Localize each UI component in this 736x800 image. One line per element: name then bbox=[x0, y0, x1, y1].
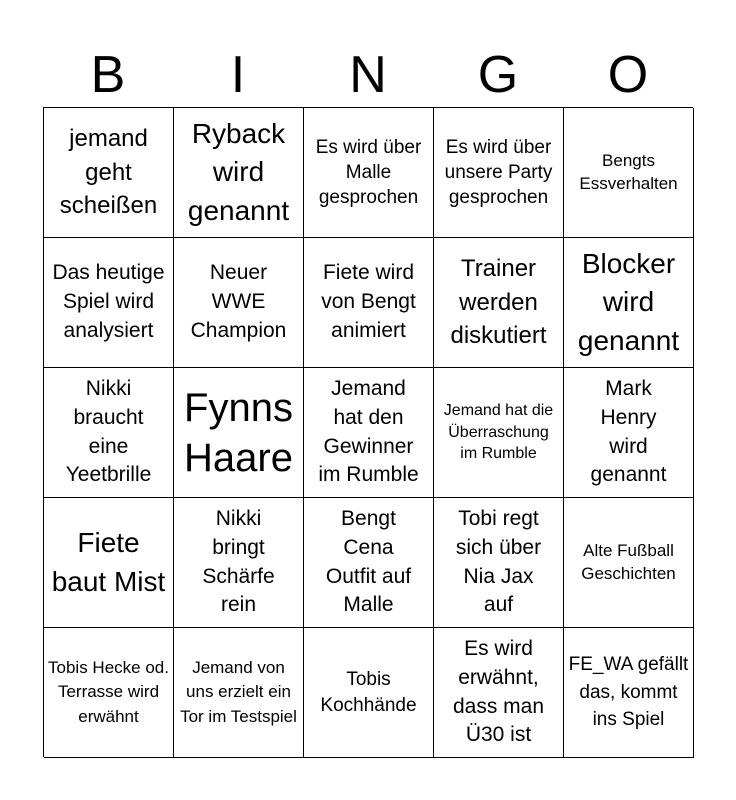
bingo-cell-text: Es wird über unsere Party gesprochen bbox=[444, 136, 553, 209]
bingo-cell[interactable] bbox=[564, 368, 694, 498]
bingo-cell-text: Tobis Kochhände bbox=[320, 669, 417, 716]
bingo-cell-text: Es wird über Malle gesprochen bbox=[315, 136, 422, 209]
bingo-cell[interactable] bbox=[44, 628, 174, 758]
bingo-cell-text: Nikki braucht eine Yeetbrille bbox=[65, 376, 152, 487]
bingo-cell-text: Bengts Essverhalten bbox=[579, 150, 678, 193]
bingo-cell[interactable] bbox=[564, 498, 694, 628]
bingo-cell-text: Bengt Cena Outfit auf Malle bbox=[325, 506, 412, 617]
bingo-cell-text: Trainer werden diskutiert bbox=[450, 255, 547, 350]
bingo-cell-text: Fiete wird von Bengt animiert bbox=[321, 261, 416, 342]
bingo-cell-text: Alte Fußball Geschichten bbox=[581, 540, 676, 583]
bingo-cell[interactable] bbox=[174, 628, 304, 758]
bingo-cell-text: Jemand hat den Gewinner im Rumble bbox=[318, 376, 419, 487]
bingo-cell[interactable] bbox=[304, 108, 434, 238]
bingo-cell[interactable] bbox=[434, 498, 564, 628]
bingo-cell-text: Jemand hat die Überraschung im Rumble bbox=[443, 402, 554, 463]
bingo-cell-text: Tobi regt sich über Nia Jax auf bbox=[455, 506, 542, 617]
bingo-cell[interactable] bbox=[434, 368, 564, 498]
bingo-cell[interactable] bbox=[304, 628, 434, 758]
bingo-cell[interactable] bbox=[434, 108, 564, 238]
header-letter-i: I bbox=[230, 46, 246, 104]
bingo-cell[interactable] bbox=[174, 368, 304, 498]
bingo-cell[interactable] bbox=[564, 238, 694, 368]
bingo-cell[interactable] bbox=[44, 238, 174, 368]
bingo-cell[interactable] bbox=[44, 108, 174, 238]
bingo-cell[interactable] bbox=[564, 108, 694, 238]
bingo-cell-text: Ryback wird genannt bbox=[187, 117, 290, 226]
bingo-cell-text: Neuer WWE Champion bbox=[190, 261, 287, 342]
bingo-cell-text: Fiete baut Mist bbox=[51, 526, 166, 597]
header-letter-o: O bbox=[607, 46, 649, 104]
bingo-cell[interactable] bbox=[44, 368, 174, 498]
header-letter-b: B bbox=[90, 46, 126, 104]
bingo-cell-text: Mark Henry wird genannt bbox=[590, 376, 667, 487]
bingo-cell-text: Nikki bringt Schärfe rein bbox=[202, 506, 275, 617]
bingo-cell-text: Es wird erwähnt, dass man Ü30 ist bbox=[452, 636, 545, 747]
bingo-cell[interactable] bbox=[434, 238, 564, 368]
bingo-cell[interactable] bbox=[174, 108, 304, 238]
bingo-cell[interactable] bbox=[174, 498, 304, 628]
bingo-cell[interactable] bbox=[304, 238, 434, 368]
bingo-cell[interactable] bbox=[564, 628, 694, 758]
bingo-cell-text: FE_WA gefällt das, kommt ins Spiel bbox=[568, 654, 689, 731]
bingo-cell-text: Fynns Haare bbox=[184, 385, 293, 480]
bingo-cell[interactable] bbox=[304, 498, 434, 628]
bingo-cell-text: Jemand von uns erzielt ein Tor im Testspiel bbox=[180, 657, 297, 726]
header-letter-n: N bbox=[349, 46, 387, 104]
bingo-cell-text: Das heutige Spiel wird analysiert bbox=[52, 261, 165, 342]
bingo-header bbox=[43, 44, 693, 106]
header-letter-g: G bbox=[477, 46, 519, 104]
bingo-cell[interactable] bbox=[174, 238, 304, 368]
bingo-cell[interactable] bbox=[434, 628, 564, 758]
bingo-board bbox=[43, 107, 693, 757]
bingo-cell[interactable] bbox=[44, 498, 174, 628]
bingo-cell[interactable] bbox=[304, 368, 434, 498]
bingo-cell-text: Tobis Hecke od. Terrasse wird erwähnt bbox=[48, 657, 169, 726]
bingo-cell-text: jemand geht scheißen bbox=[59, 125, 158, 220]
bingo-cell-text: Blocker wird genannt bbox=[577, 247, 680, 356]
